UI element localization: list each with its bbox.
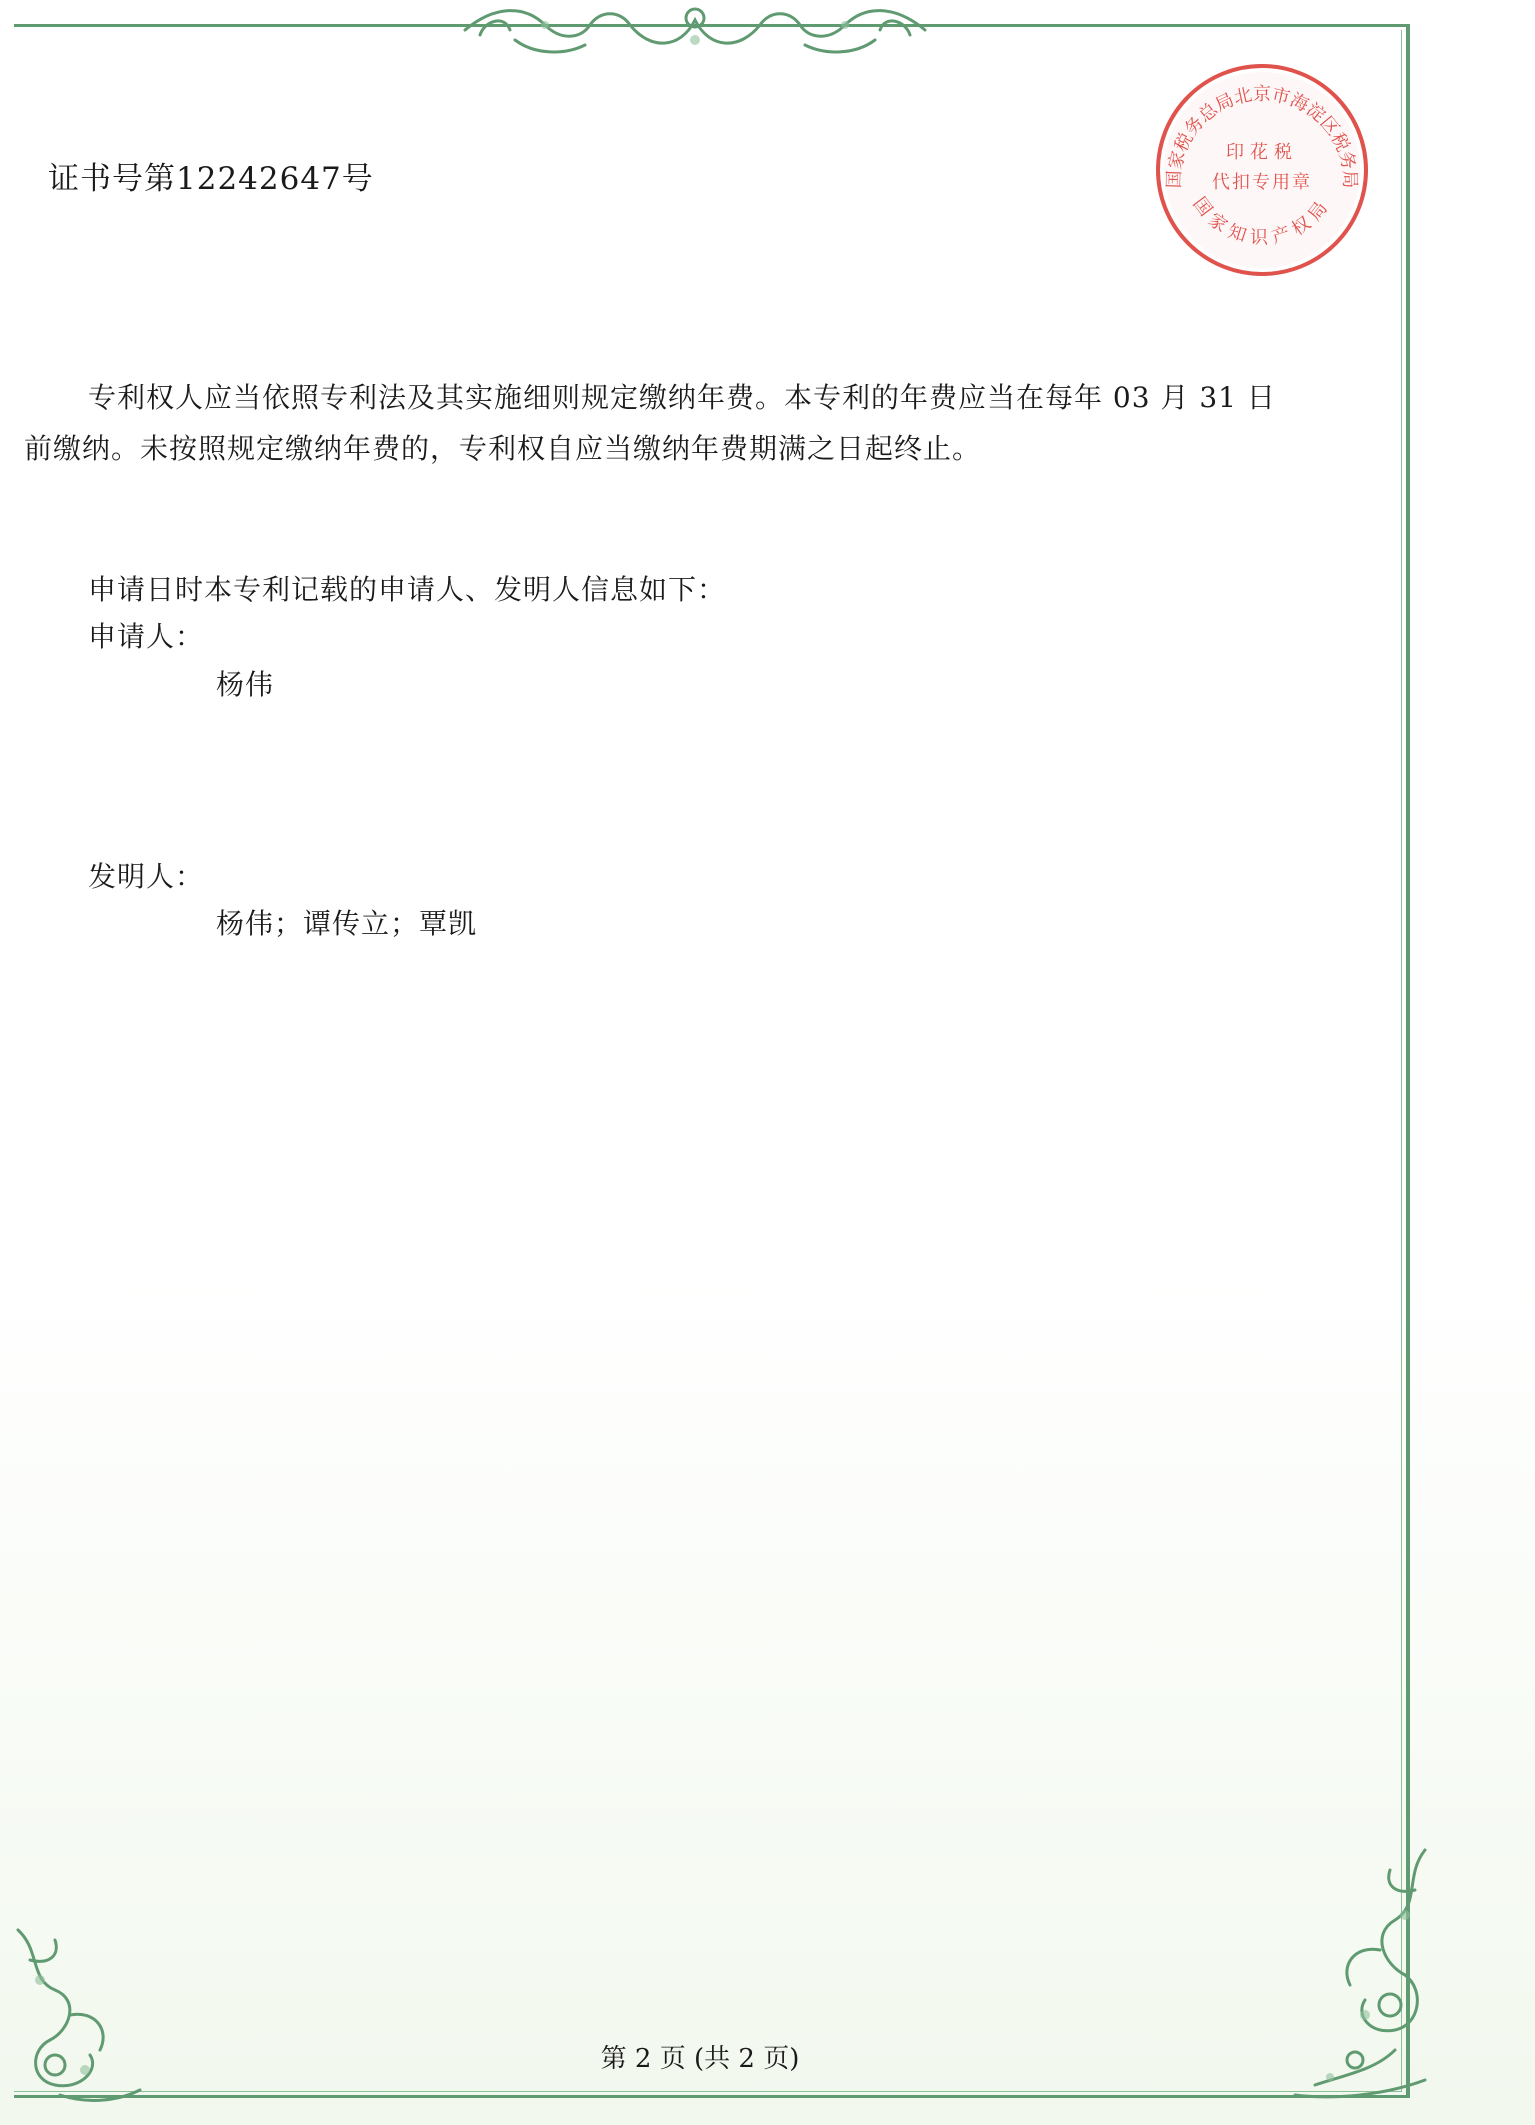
page-border-inner xyxy=(14,30,1402,2092)
tax-stamp-seal xyxy=(1152,60,1372,280)
seal-line1: 印花税 xyxy=(1226,142,1298,163)
certificate-number: 证书号第12242647号 xyxy=(48,161,374,197)
info-heading: 申请日时本专利记载的申请人、发明人信息如下： xyxy=(88,573,727,606)
applicant-names: 杨伟 xyxy=(216,668,275,701)
applicant-label: 申请人： xyxy=(88,620,205,653)
fee-notice-line1: 专利权人应当依照专利法及其实施细则规定缴纳年费。本专利的年费应当在每年 03 月 31 日 xyxy=(88,381,1276,414)
fee-notice-line2: 前缴纳。未按照规定缴纳年费的，专利权自应当缴纳年费期满之日起终止。 xyxy=(24,432,982,465)
inventor-names: 杨伟；谭传立；覃凯 xyxy=(216,907,478,940)
seal-line2: 代扣专用章 xyxy=(1212,172,1312,193)
page-number: 第 2 页 (共 2 页) xyxy=(600,2044,800,2074)
seal-outer-text: 国家税务总局北京市海淀区税务局 xyxy=(1163,83,1361,189)
fee-notice xyxy=(24,372,1324,474)
seal-bottom-text: 国家知识产权局 xyxy=(1188,193,1336,249)
bottom-left-ornament xyxy=(10,1920,150,2110)
top-ornament xyxy=(455,0,935,60)
inventor-label: 发明人： xyxy=(88,860,205,893)
